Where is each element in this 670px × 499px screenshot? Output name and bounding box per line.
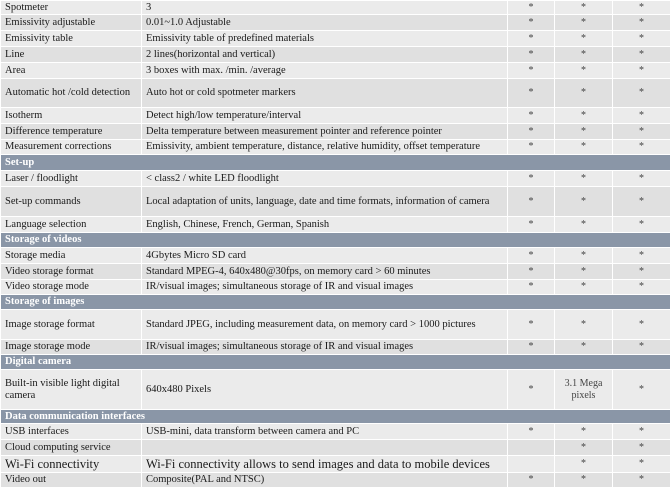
feature-name: Isotherm (1, 108, 142, 124)
model-3-support-mark: * (613, 47, 670, 63)
model-1-support-mark (508, 440, 555, 456)
table-row (1, 217, 670, 233)
model-1-support-mark: * (508, 171, 555, 187)
table-row (1, 79, 670, 108)
feature-description: IR/visual images; simultaneous storage of IR and visual images (142, 340, 508, 355)
model-3-support-mark: * (613, 31, 670, 47)
model-1-support-mark: * (508, 108, 555, 124)
model-1-support-mark: * (508, 187, 555, 217)
model-3-support-mark: * (613, 248, 670, 264)
feature-description: Emissivity table of predefined materials (142, 31, 508, 47)
feature-name: Video out (1, 473, 142, 488)
model-1-support-mark: * (508, 63, 555, 79)
feature-description: Wi-Fi connectivity allows to send images and data to mobile devices (142, 456, 508, 473)
model-2-support-mark: * (555, 63, 613, 79)
feature-description: 0.01~1.0 Adjustable (142, 15, 508, 31)
table-row (1, 124, 670, 140)
model-3-support-mark: * (613, 370, 670, 410)
table-row (1, 424, 670, 440)
model-1-support-mark: * (508, 473, 555, 488)
table-row (1, 440, 670, 456)
model-1-support-mark: * (508, 217, 555, 233)
model-2-support-mark: * (555, 424, 613, 440)
feature-name: Image storage format (1, 310, 142, 340)
model-2-support-mark: * (555, 171, 613, 187)
feature-description (142, 440, 508, 456)
table-row (1, 31, 670, 47)
model-1-support-mark: * (508, 264, 555, 280)
model-1-support-mark: * (508, 140, 555, 155)
table-row (1, 456, 670, 473)
feature-description: 3 (142, 1, 508, 15)
model-3-support-mark: * (613, 124, 670, 140)
table-row (1, 340, 670, 355)
feature-description: Standard JPEG, including measurement data, on memory card > 1000 pictures (142, 310, 508, 340)
table-row (1, 1, 670, 15)
section-title: Digital camera (1, 355, 670, 370)
feature-name: Video storage format (1, 264, 142, 280)
model-2-support-mark: * (555, 340, 613, 355)
model-1-support-mark: * (508, 1, 555, 15)
model-1-support-mark: * (508, 248, 555, 264)
model-3-support-mark: * (613, 280, 670, 295)
model-3-support-mark: * (613, 63, 670, 79)
model-2-support-mark: * (555, 264, 613, 280)
feature-description: IR/visual images; simultaneous storage of IR and visual images (142, 280, 508, 295)
feature-name: Image storage mode (1, 340, 142, 355)
feature-name: Built-in visible light digital camera (1, 370, 142, 410)
feature-name: Laser / floodlight (1, 171, 142, 187)
section-title: Storage of images (1, 295, 670, 310)
model-3-support-mark: * (613, 424, 670, 440)
feature-description: 3 boxes with max. /min. /average (142, 63, 508, 79)
section-title: Data communication interfaces (1, 410, 670, 424)
feature-description: Standard MPEG-4, 640x480@30fps, on memory card > 60 minutes (142, 264, 508, 280)
section-header (1, 233, 670, 248)
model-1-support-mark: * (508, 340, 555, 355)
feature-description: 2 lines(horizontal and vertical) (142, 47, 508, 63)
section-title: Storage of videos (1, 233, 670, 248)
feature-description: Composite(PAL and NTSC) (142, 473, 508, 488)
model-3-support-mark: * (613, 310, 670, 340)
model-1-support-mark: * (508, 15, 555, 31)
model-3-support-mark: * (613, 1, 670, 15)
model-3-support-mark: * (613, 15, 670, 31)
model-3-support-mark: * (613, 340, 670, 355)
table-row (1, 473, 670, 488)
model-1-support-mark: * (508, 47, 555, 63)
feature-name: Line (1, 47, 142, 63)
model-1-support-mark: * (508, 310, 555, 340)
feature-name: Video storage mode (1, 280, 142, 295)
feature-name: Area (1, 63, 142, 79)
model-1-support-mark (508, 456, 555, 473)
feature-name: Emissivity table (1, 31, 142, 47)
model-3-support-mark: * (613, 440, 670, 456)
model-2-support-mark: * (555, 108, 613, 124)
table-row (1, 63, 670, 79)
feature-description: Delta temperature between measurement pointer and reference pointer (142, 124, 508, 140)
model-3-support-mark: * (613, 108, 670, 124)
model-2-support-mark: * (555, 1, 613, 15)
table-row (1, 15, 670, 31)
model-3-support-mark: * (613, 456, 670, 473)
model-3-support-mark: * (613, 171, 670, 187)
feature-name: Difference temperature (1, 124, 142, 140)
model-2-support-mark: 3.1 Mega pixels (555, 370, 613, 410)
model-3-support-mark: * (613, 264, 670, 280)
model-2-support-mark: * (555, 440, 613, 456)
table-row (1, 47, 670, 63)
feature-name: Measurement corrections (1, 140, 142, 155)
section-header (1, 355, 670, 370)
model-3-support-mark: * (613, 217, 670, 233)
feature-name: Cloud computing service (1, 440, 142, 456)
table-row (1, 108, 670, 124)
model-2-support-mark: * (555, 124, 613, 140)
model-3-support-mark: * (613, 473, 670, 488)
feature-name: Spotmeter (1, 1, 142, 15)
model-1-support-mark: * (508, 280, 555, 295)
model-2-support-mark: * (555, 31, 613, 47)
model-2-support-mark: * (555, 15, 613, 31)
feature-name: Set-up commands (1, 187, 142, 217)
table-row (1, 310, 670, 340)
model-2-support-mark: * (555, 79, 613, 108)
feature-description: Detect high/low temperature/interval (142, 108, 508, 124)
table-row (1, 171, 670, 187)
feature-description: 4Gbytes Micro SD card (142, 248, 508, 264)
model-2-support-mark: * (555, 248, 613, 264)
feature-name: Language selection (1, 217, 142, 233)
table-row (1, 140, 670, 155)
spec-table-body (1, 1, 670, 488)
model-2-support-mark: * (555, 280, 613, 295)
model-1-support-mark: * (508, 424, 555, 440)
model-2-support-mark: * (555, 310, 613, 340)
feature-name: Storage media (1, 248, 142, 264)
section-header (1, 410, 670, 424)
model-2-support-mark: * (555, 456, 613, 473)
section-header (1, 155, 670, 171)
feature-description: < class2 / white LED floodlight (142, 171, 508, 187)
model-2-support-mark: * (555, 187, 613, 217)
table-row (1, 187, 670, 217)
table-row (1, 370, 670, 410)
model-2-support-mark: * (555, 47, 613, 63)
model-3-support-mark: * (613, 79, 670, 108)
feature-name: USB interfaces (1, 424, 142, 440)
model-1-support-mark: * (508, 79, 555, 108)
feature-description: 640x480 Pixels (142, 370, 508, 410)
model-1-support-mark: * (508, 31, 555, 47)
section-header (1, 295, 670, 310)
feature-description: Emissivity, ambient temperature, distance, relative humidity, offset temperature (142, 140, 508, 155)
feature-description: Local adaptation of units, language, date and time formats, information of camera (142, 187, 508, 217)
model-3-support-mark: * (613, 187, 670, 217)
model-2-support-mark: * (555, 217, 613, 233)
feature-description: English, Chinese, French, German, Spanish (142, 217, 508, 233)
feature-description: Auto hot or cold spotmeter markers (142, 79, 508, 108)
model-2-support-mark: * (555, 140, 613, 155)
feature-name: Emissivity adjustable (1, 15, 142, 31)
model-1-support-mark: * (508, 370, 555, 410)
model-1-support-mark: * (508, 124, 555, 140)
feature-name: Wi-Fi connectivity (1, 456, 142, 473)
feature-name: Automatic hot /cold detection (1, 79, 142, 108)
table-row (1, 264, 670, 280)
section-title: Set-up (1, 155, 670, 171)
table-row (1, 248, 670, 264)
model-3-support-mark: * (613, 140, 670, 155)
model-2-support-mark: * (555, 473, 613, 488)
feature-description: USB-mini, data transform between camera and PC (142, 424, 508, 440)
table-row (1, 280, 670, 295)
